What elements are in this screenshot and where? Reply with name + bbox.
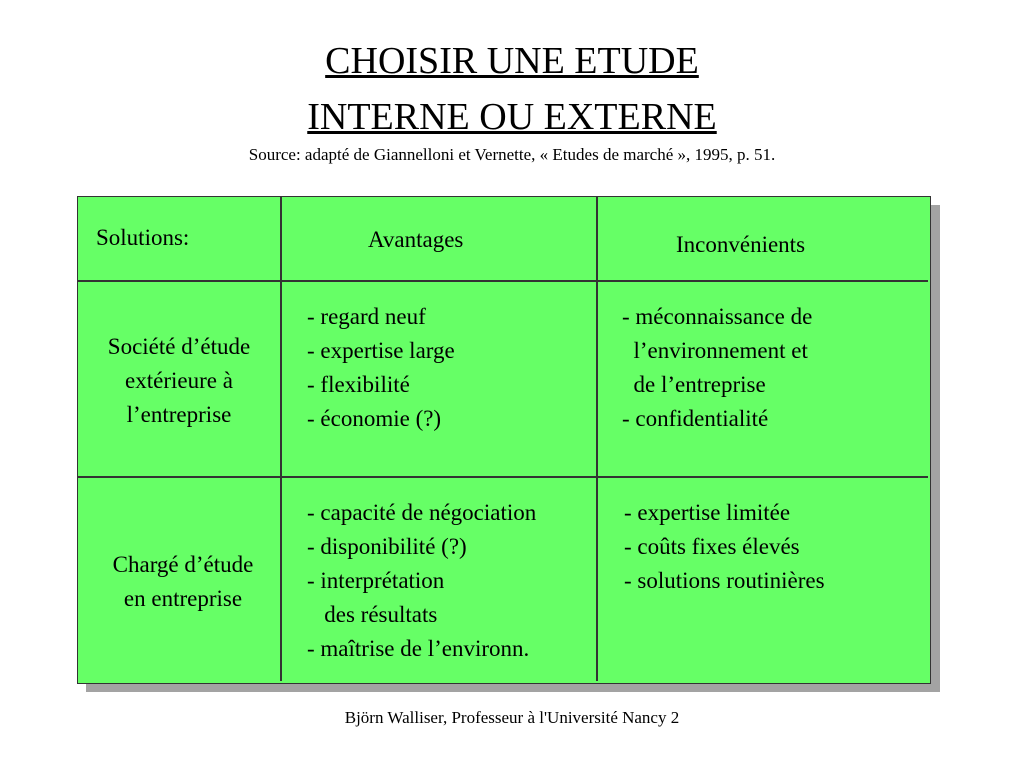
comparison-table (77, 196, 931, 684)
title-line-1: CHOISIR UNE ETUDE (325, 40, 699, 82)
header-inconvenients: Inconvénients (676, 232, 806, 257)
row1-solution-line: l’entreprise (126, 402, 232, 427)
header-cell-solutions (78, 197, 282, 282)
row1-solution-cell (78, 282, 282, 478)
title-line-2: INTERNE OU EXTERNE (307, 96, 717, 138)
list-item: - capacité de négociation (307, 500, 537, 525)
list-item: - économie (?) (307, 406, 442, 431)
row1-solution (78, 330, 280, 432)
header-cell-avantages (282, 197, 598, 282)
header-solutions: Solutions: (96, 225, 190, 250)
row2-inconvenients-list (624, 496, 825, 598)
list-item: - regard neuf (307, 304, 426, 329)
row2-avantages-cell (282, 478, 598, 681)
list-item: - solutions routinières (624, 568, 825, 593)
list-item: - méconnaissance de (622, 304, 813, 329)
row2-solution-cell (78, 478, 282, 681)
list-item: - expertise large (307, 338, 455, 363)
list-item: - interprétation (307, 568, 445, 593)
row1-inconvenients-list (622, 300, 812, 436)
list-item: - expertise limitée (624, 500, 791, 525)
header-avantages: Avantages (368, 227, 464, 252)
list-item: - coûts fixes élevés (624, 534, 800, 559)
list-item: de l’entreprise (622, 372, 766, 397)
row2-avantages-list (307, 496, 536, 666)
row2-solution (82, 548, 284, 616)
row1-solution-line: Société d’étude (107, 334, 251, 359)
header-cell-inconvenients (598, 197, 928, 282)
source-citation: Source: adapté de Giannelloni et Vernette, « Etudes de marché », 1995, p. 51. (248, 145, 776, 164)
list-item: - maîtrise de l’environn. (307, 636, 530, 661)
row1-inconvenients-cell (598, 282, 928, 478)
list-item: - flexibilité (307, 372, 410, 397)
row1-solution-line: extérieure à (125, 368, 233, 393)
row2-inconvenients-cell (598, 478, 928, 681)
list-item: - disponibilité (?) (307, 534, 467, 559)
row2-solution-line: Chargé d’étude (112, 552, 254, 577)
list-item: - confidentialité (622, 406, 769, 431)
list-item: des résultats (307, 602, 438, 627)
row1-avantages-list (307, 300, 455, 436)
row2-solution-line: en entreprise (123, 586, 243, 611)
footer-credit: Björn Walliser, Professeur à l'Université Nancy 2 (344, 708, 680, 727)
list-item: l’environnement et (622, 338, 808, 363)
row1-avantages-cell (282, 282, 598, 478)
